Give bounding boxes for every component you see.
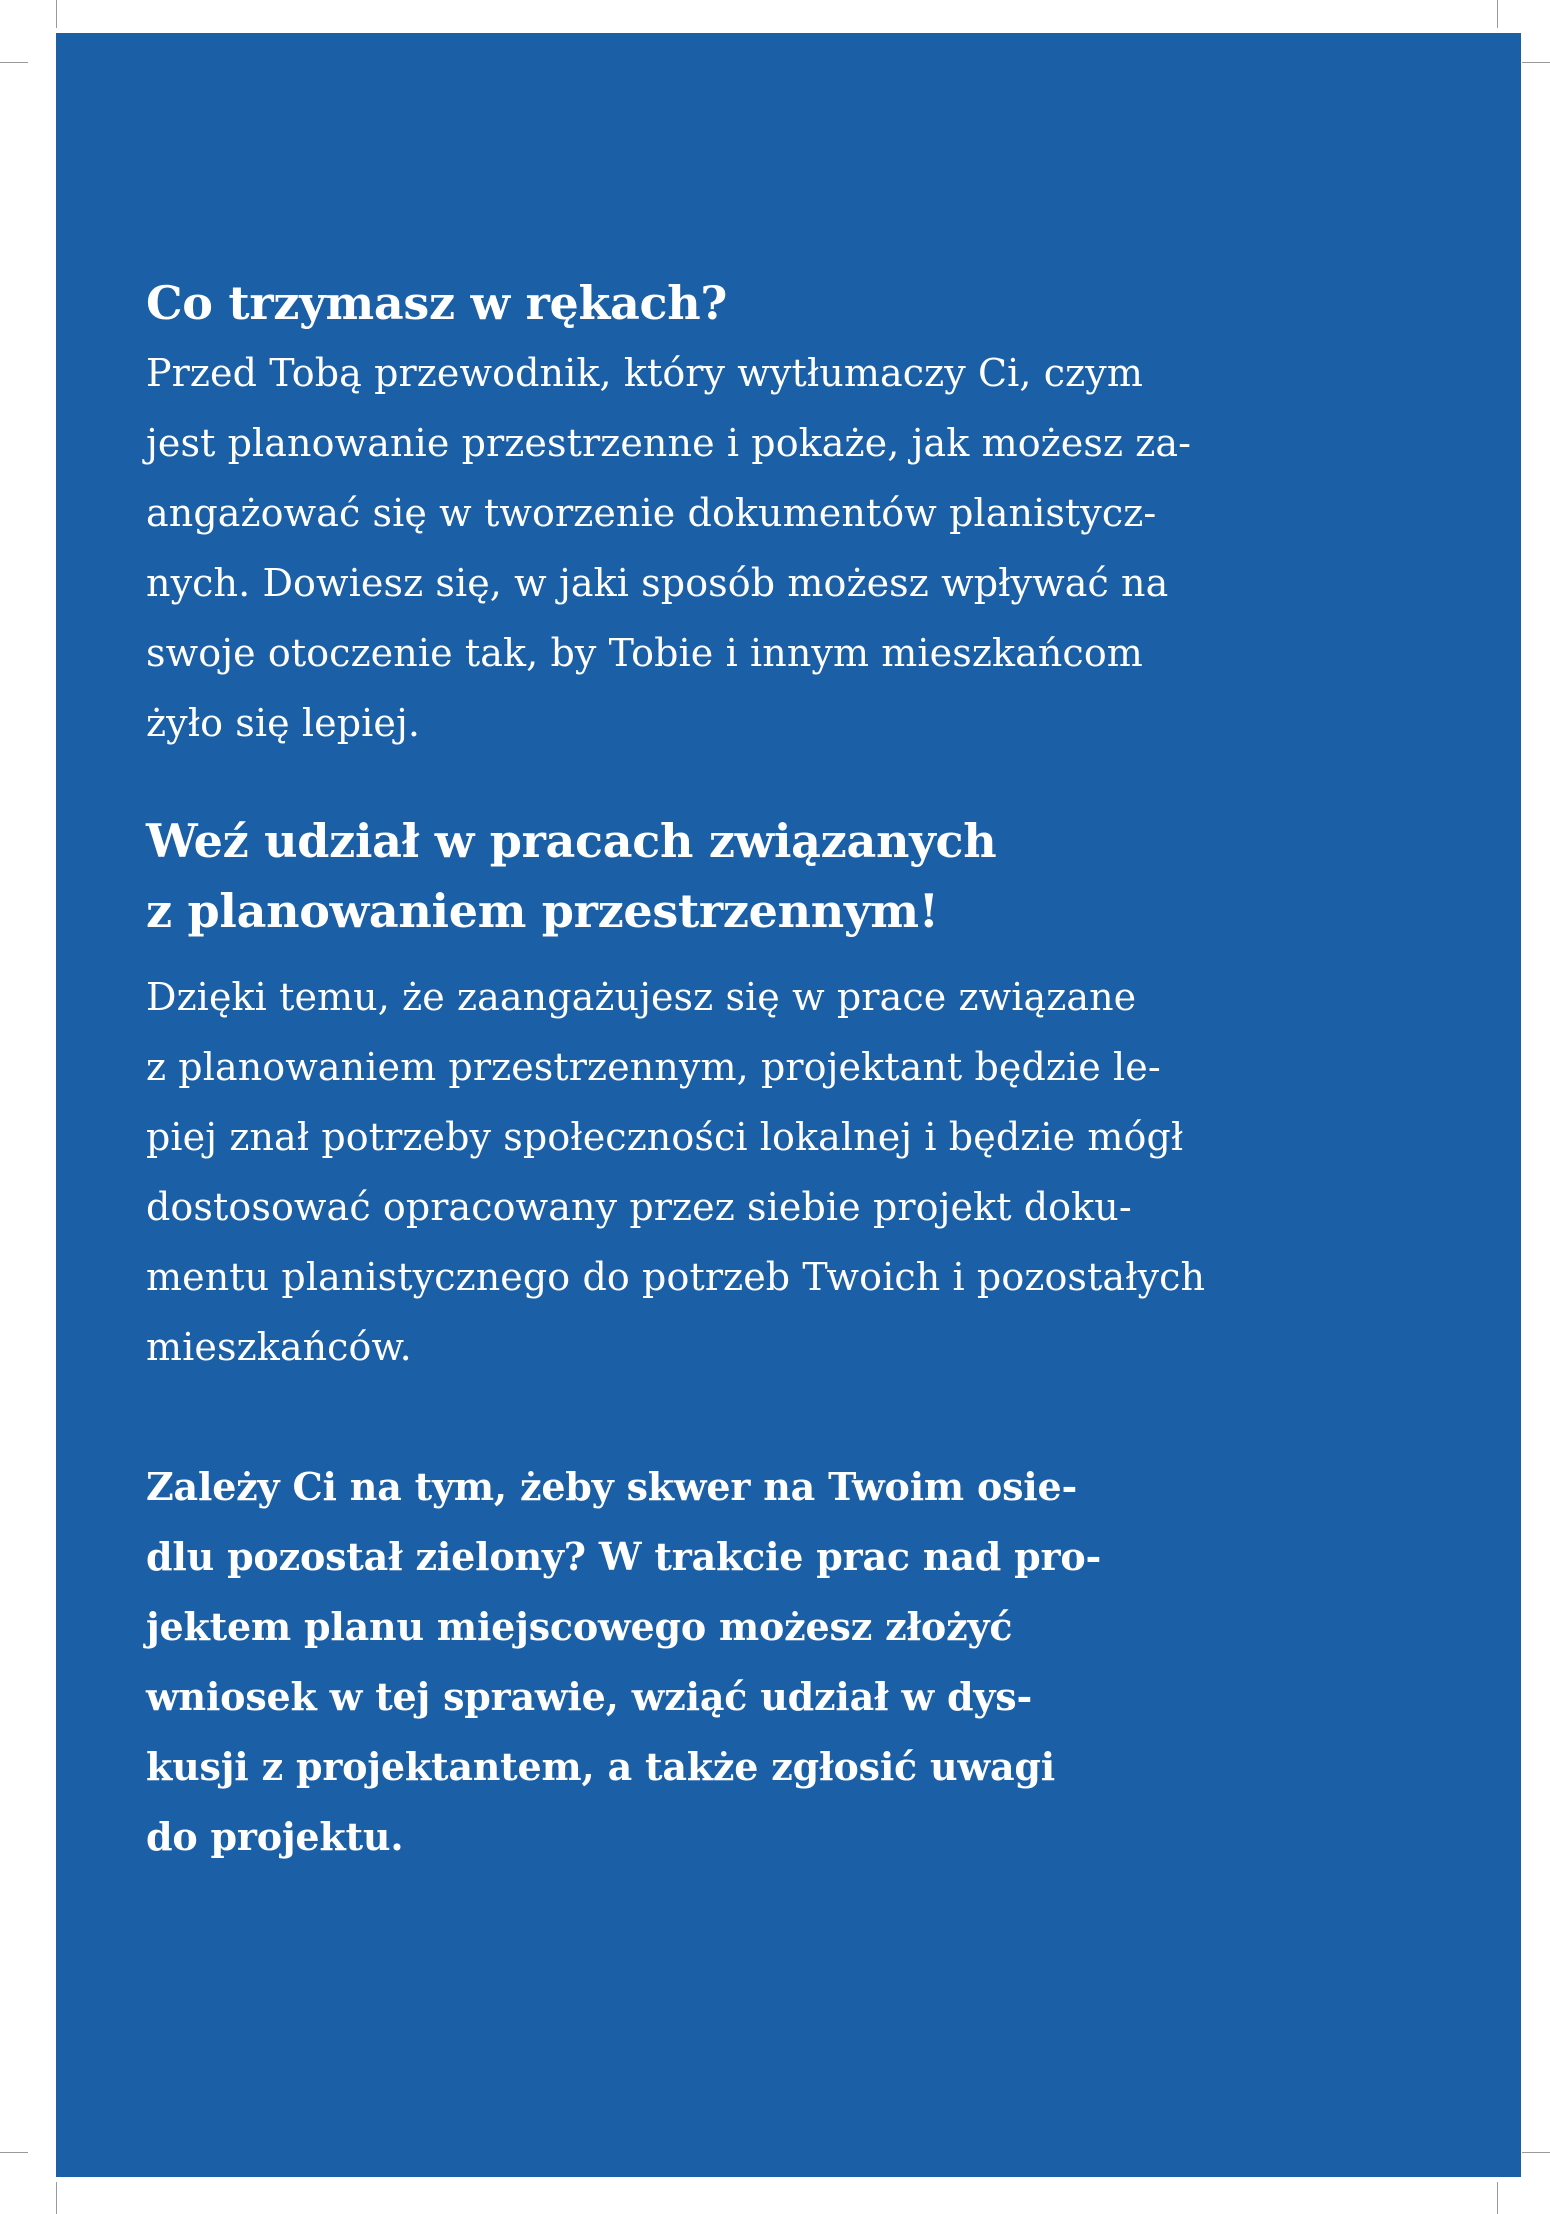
- section-2-title: [146, 806, 1376, 946]
- crop-mark-top-left: [56, 0, 57, 28]
- crop-mark-right-top: [1522, 62, 1550, 63]
- section-3-line: wniosek w tej sprawie, wziąć udział w dys-: [146, 1674, 1033, 1719]
- page-content: [146, 268, 1376, 1872]
- spacer: [146, 1382, 1376, 1452]
- section-3-line: kusji z projektantem, a także zgłosić uwagi: [146, 1744, 1055, 1789]
- section-1-title: [146, 268, 1376, 338]
- section-2-line: piej znał potrzeby społeczności lokalnej i będzie mógł: [146, 1115, 1184, 1159]
- crop-mark-right-bottom: [1522, 2152, 1550, 2153]
- section-3-line: do projektu.: [146, 1814, 404, 1859]
- section-2-title-line: Weź udział w pracach związanych: [146, 814, 997, 868]
- section-1-line: nych. Dowiesz się, w jaki sposób możesz wpływać na: [146, 561, 1169, 605]
- crop-mark-left-bottom: [0, 2152, 28, 2153]
- crop-mark-left-top: [0, 62, 28, 63]
- section-2-line: mentu planistycznego do potrzeb Twoich i pozostałych: [146, 1255, 1206, 1299]
- section-1-line: żyło się lepiej.: [146, 701, 421, 745]
- section-2-line: dostosować opracowany przez siebie projekt doku-: [146, 1185, 1132, 1229]
- crop-mark-bottom-right: [1497, 2182, 1498, 2214]
- section-3-line: jektem planu miejscowego możesz złożyć: [146, 1604, 1013, 1649]
- section-1-paragraph: [146, 338, 1376, 758]
- section-3-line: Zależy Ci na tym, żeby skwer na Twoim osie-: [146, 1464, 1078, 1509]
- section-2-line: Dzięki temu, że zaangażujesz się w prace związane: [146, 975, 1137, 1019]
- section-1-line: swoje otoczenie tak, by Tobie i innym mieszkańcom: [146, 631, 1143, 675]
- section-3-line: dlu pozostał zielony? W trakcie prac nad pro-: [146, 1534, 1102, 1579]
- spacer: [146, 758, 1376, 806]
- section-2-paragraph: [146, 962, 1376, 1382]
- section-2-line: z planowaniem przestrzennym, projektant będzie le-: [146, 1045, 1161, 1089]
- section-1-line: jest planowanie przestrzenne i pokaże, jak możesz za-: [146, 421, 1192, 465]
- spacer: [146, 946, 1376, 962]
- section-1-line: Przed Tobą przewodnik, który wytłumaczy Ci, czym: [146, 351, 1143, 395]
- section-1-title-text: Co trzymasz w rękach?: [146, 276, 728, 330]
- section-3-paragraph: [146, 1452, 1146, 1872]
- crop-mark-top-right: [1497, 0, 1498, 28]
- section-1-line: angażować się w tworzenie dokumentów planistycz-: [146, 491, 1157, 535]
- section-2-line: mieszkańców.: [146, 1325, 412, 1369]
- section-2-title-line: z planowaniem przestrzennym!: [146, 884, 939, 938]
- crop-mark-bottom-left: [56, 2182, 57, 2214]
